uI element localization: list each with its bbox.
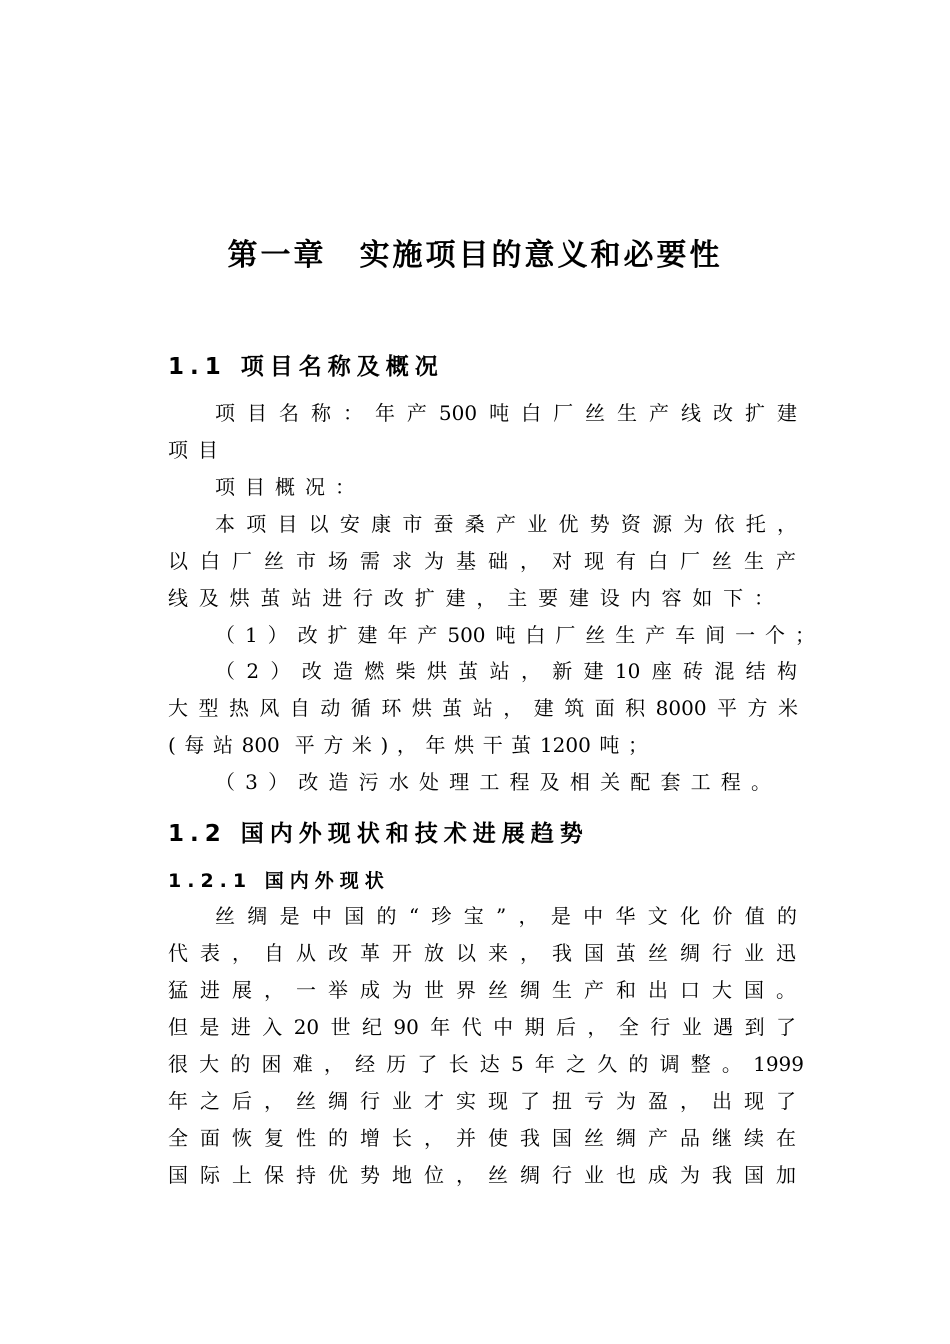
paragraph-line: 项目名称：年产500吨白厂丝生产线改扩建: [215, 401, 797, 425]
paragraph-line: 以白厂丝市场需求为基础，对现有白厂丝生产: [168, 549, 796, 573]
paragraph-line: （2）改造燃柴烘茧站，新建10座砖混结构: [215, 659, 797, 683]
paragraph-line: 很大的困难，经历了长达5年之久的调整。1999: [168, 1052, 804, 1076]
paragraph-line: 项目: [168, 438, 228, 462]
paragraph-line: 代表，自从改革开放以来，我国茧丝绸行业迅: [168, 941, 796, 965]
paragraph-line: 年之后，丝绸行业才实现了扭亏为盈，出现了: [168, 1089, 796, 1113]
section-heading-1-1: 1.1 项目名称及概况: [168, 354, 444, 380]
section-heading-1-2-1: 1.2.1 国内外现状: [168, 870, 390, 892]
paragraph-line: （1）改扩建年产500吨白厂丝生产车间一个；: [215, 623, 815, 647]
chapter-title: 第一章 实施项目的意义和必要性: [227, 238, 723, 273]
paragraph-line: 丝绸是中国的“珍宝”，是中华文化价值的: [215, 904, 797, 928]
paragraph-line: 国际上保持优势地位，丝绸行业也成为我国加: [168, 1163, 796, 1187]
paragraph-line: 但是进入20世纪90年代中期后，全行业遇到了: [168, 1015, 796, 1039]
paragraph-line: 全面恢复性的增长，并使我国丝绸产品继续在: [168, 1126, 796, 1150]
paragraph-line: 大型热风自动循环烘茧站，建筑面积8000平方米: [168, 696, 798, 720]
paragraph-line: 线及烘茧站进行改扩建，主要建设内容如下：: [168, 586, 774, 610]
paragraph-line: 项目概况：: [215, 475, 365, 499]
paragraph-line: 本项目以安康市蚕桑产业优势资源为依托，: [215, 512, 797, 536]
paragraph-line: （3）改造污水处理工程及相关配套工程。: [215, 770, 771, 794]
section-heading-1-2: 1.2 国内外现状和技术进展趋势: [168, 821, 589, 847]
paragraph-line: (每站800 平方米)，年烘干茧1200吨；: [168, 733, 648, 757]
paragraph-line: 猛进展，一举成为世界丝绸生产和出口大国。: [168, 978, 796, 1002]
